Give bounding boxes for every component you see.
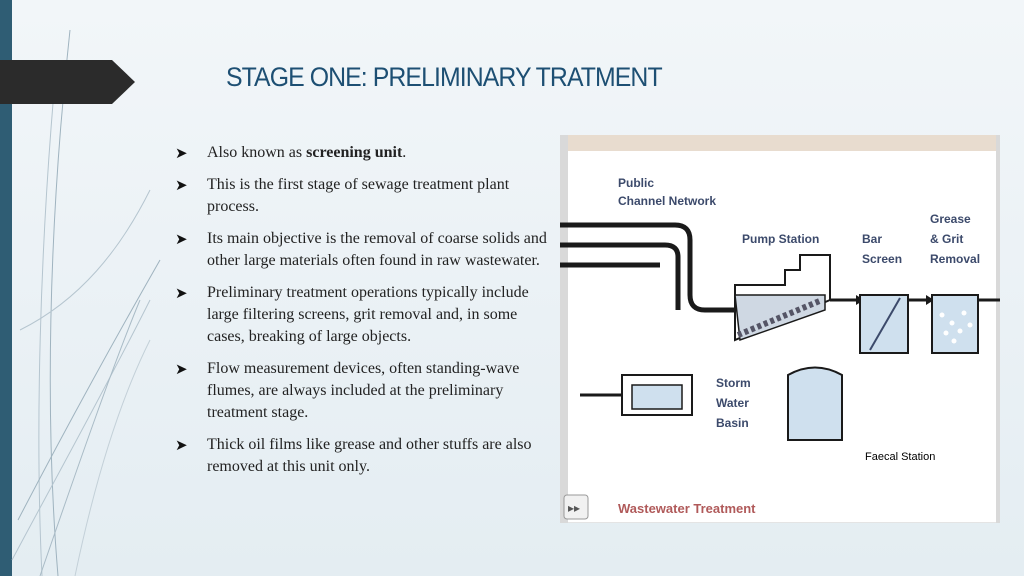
- bullet-text: This is the first stage of sewage treatment plant process.: [207, 176, 510, 215]
- faecal-station-caption: Faecal Station: [865, 451, 936, 463]
- bullet-item: [175, 282, 550, 348]
- label-removal: Removal: [930, 252, 981, 266]
- bullet-text-end: .: [402, 144, 407, 161]
- arrow-bullet-icon: ➤: [175, 362, 188, 378]
- bullet-item: [175, 358, 550, 424]
- bullet-item: [175, 174, 550, 218]
- bullet-item: [175, 434, 550, 478]
- bar-screen-tank: [860, 295, 908, 353]
- arrow-bullet-icon: ➤: [175, 178, 188, 194]
- bullet-text: Thick oil films like grease and other stuffs are also removed at this unit only.: [207, 436, 532, 475]
- bullet-text: Flow measurement devices, often standing-wave flumes, are always included at the preliminary treatment stage.: [207, 360, 520, 421]
- wastewater-treatment-diagram: [560, 135, 1000, 523]
- bullet-list: [175, 142, 550, 488]
- label-screen: Screen: [862, 252, 903, 266]
- label-basin: Basin: [716, 416, 749, 430]
- arrow-bullet-icon: ➤: [175, 146, 188, 162]
- slide-title: STAGE ONE: PRELIMINARY TRATMENT: [226, 62, 662, 92]
- label-bar: Bar: [862, 232, 883, 246]
- bullet-text: Also known as: [207, 144, 307, 161]
- bullet-bold-text: screening unit: [306, 144, 403, 161]
- bullet-text: Preliminary treatment operations typically include large filtering screens, grit removal and, in some cases, breaking of large objects.: [207, 284, 529, 345]
- label-water: Water: [716, 396, 749, 410]
- storm-water-basin: [788, 368, 842, 441]
- grease-grit-tank: [932, 295, 978, 353]
- bullet-text: Its main objective is the removal of coarse solids and other large materials often found in raw wastewater.: [207, 230, 547, 269]
- bullet-item: [175, 142, 550, 164]
- label-grit: & Grit: [930, 232, 964, 246]
- arrow-bullet-icon: ➤: [175, 232, 188, 248]
- label-grease: Grease: [930, 212, 971, 226]
- title-arrow-shape: [0, 60, 135, 104]
- play-icon: ▸▸: [568, 501, 581, 515]
- label-public: Public: [618, 176, 655, 190]
- arrow-bullet-icon: ➤: [175, 286, 188, 302]
- diagram-footer-title: Wastewater Treatment: [618, 501, 756, 516]
- label-channel-network: Channel Network: [618, 194, 717, 208]
- label-pump-station: Pump Station: [742, 232, 820, 246]
- label-storm: Storm: [716, 376, 751, 390]
- bullet-item: [175, 228, 550, 272]
- arrow-bullet-icon: ➤: [175, 438, 188, 454]
